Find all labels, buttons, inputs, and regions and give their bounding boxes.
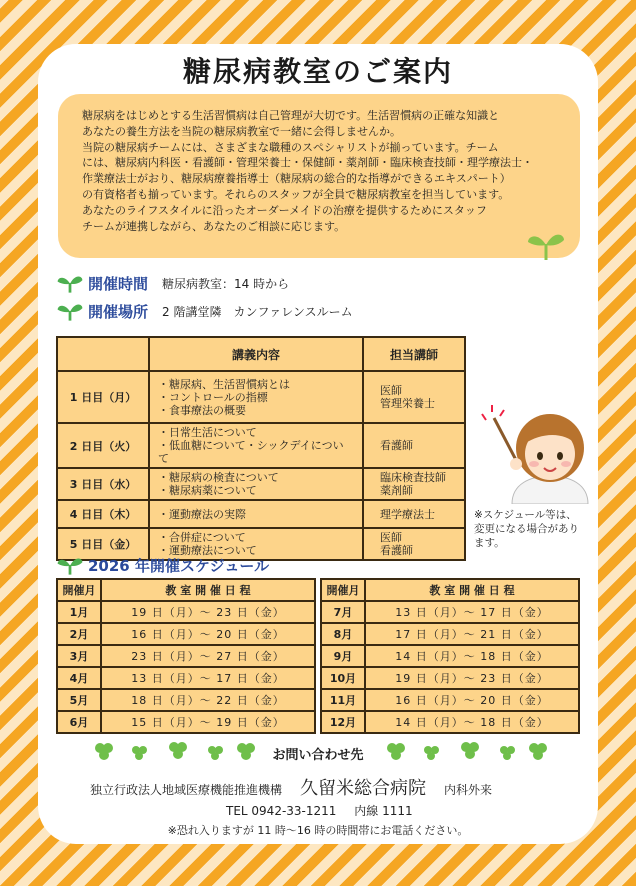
schedule-note xyxy=(474,508,604,550)
dates-cell: 14 日（月）～ 18 日（金） xyxy=(365,711,579,733)
note-line: ※スケジュール等は、 xyxy=(474,509,577,521)
dates-cell: 19 日（月）～ 23 日（金） xyxy=(101,601,315,623)
table-header: 開催月 xyxy=(57,579,101,601)
time-value: 糖尿病教室：14 時から xyxy=(162,276,290,291)
dates-cell: 13 日（月）～ 17 日（金） xyxy=(365,601,579,623)
time-row xyxy=(56,272,289,294)
dates-cell: 15 日（月）～ 19 日（金） xyxy=(101,711,315,733)
content-line: ・糖尿病、生活習慣病とは xyxy=(158,377,290,391)
table-row xyxy=(321,645,579,667)
table-row xyxy=(57,623,315,645)
content-line: ・運動療法の実際 xyxy=(158,507,246,521)
dates-cell: 23 日（月）～ 27 日（金） xyxy=(101,645,315,667)
table-row xyxy=(321,623,579,645)
dates-cell: 16 日（月）～ 20 日（金） xyxy=(101,623,315,645)
table-row xyxy=(321,689,579,711)
sprout-icon xyxy=(56,300,84,322)
intro-line: あなたのライフスタイルに沿ったオーダーメイドの治療を提供するためにスタッフ xyxy=(82,203,487,217)
dates-cell: 17 日（月）～ 21 日（金） xyxy=(365,623,579,645)
content-cell xyxy=(149,371,363,423)
table-row xyxy=(57,667,315,689)
dates-cell: 16 日（月）～ 20 日（金） xyxy=(365,689,579,711)
table-row xyxy=(57,500,465,528)
extension: 内線 1111 xyxy=(354,804,413,818)
intro-box xyxy=(58,94,580,258)
contact-heading: お問い合わせ先 xyxy=(272,748,364,763)
table-row xyxy=(57,645,315,667)
lecturer-cell xyxy=(363,468,465,500)
table-header: 担当講師 xyxy=(363,337,465,371)
schedule-table-right xyxy=(320,578,580,734)
time-label: 開催時間 xyxy=(88,274,149,293)
organization-name: 独立行政法人地域医療機能推進機構 xyxy=(90,783,283,797)
intro-line: あなたの養生方法を当院の糖尿病教室で一緒に会得しませんか。 xyxy=(82,124,401,138)
lecturer-line: 臨床検査技師 xyxy=(380,471,446,484)
month-cell: 3月 xyxy=(57,645,101,667)
organization-line xyxy=(90,774,492,800)
phone-line xyxy=(226,802,413,819)
content-line: ・糖尿病薬について xyxy=(158,484,257,497)
dates-cell: 19 日（月）～ 23 日（金） xyxy=(365,667,579,689)
month-cell: 4月 xyxy=(57,667,101,689)
lecturer-cell xyxy=(363,500,465,528)
schedule-title: 2026 年開催スケジュール xyxy=(88,556,270,575)
table-row xyxy=(57,711,315,733)
hospital-name: 久留米総合病院 xyxy=(300,778,427,799)
department-name: 内科外来 xyxy=(444,783,493,797)
day-cell: 2 日目（火） xyxy=(57,423,149,468)
lecturer-line: 看護師 xyxy=(380,439,413,452)
table-row xyxy=(57,468,465,500)
dates-cell: 13 日（月）～ 17 日（金） xyxy=(101,667,315,689)
intro-line: 糖尿病をはじめとする生活習慣病は自己管理が大切です。生活習慣病の正確な知識と xyxy=(82,109,500,122)
place-value: 2 階講堂隣 カンファレンスルーム xyxy=(162,304,353,319)
intro-line: チームが連携しながら、あなたのご相談に応じます。 xyxy=(82,219,346,233)
table-row xyxy=(57,689,315,711)
lecturer-line: 管理栄養士 xyxy=(380,397,435,410)
month-cell: 10月 xyxy=(321,667,365,689)
dates-cell: 14 日（月）～ 18 日（金） xyxy=(365,645,579,667)
table-header: 講義内容 xyxy=(149,337,363,371)
lecturer-cell xyxy=(363,423,465,468)
intro-line: の有資格者も揃っています。それらのスタッフが全員で糖尿病教室を担当しています。 xyxy=(82,187,510,201)
lecturer-line: 薬剤師 xyxy=(380,484,413,497)
lecture-table xyxy=(56,336,466,561)
call-hours-note: ※恐れ入りますが 11 時～16 時の時間帯にお電話ください。 xyxy=(167,824,469,837)
table-row xyxy=(321,601,579,623)
content-line: ・低血糖について・シックデイについて xyxy=(158,439,344,465)
page-title: 糖尿病教室のご案内 xyxy=(182,55,453,88)
dates-cell: 18 日（月）～ 22 日（金） xyxy=(101,689,315,711)
month-cell: 5月 xyxy=(57,689,101,711)
lecturer-line: 医師 xyxy=(380,531,402,544)
table-row xyxy=(57,601,315,623)
month-cell: 11月 xyxy=(321,689,365,711)
month-cell: 8月 xyxy=(321,623,365,645)
schedule-table-left xyxy=(56,578,316,734)
place-label: 開催場所 xyxy=(88,302,149,321)
schedule-title-row xyxy=(56,554,269,576)
lecturer-line: 医師 xyxy=(380,384,402,397)
content-line: ・合併症について xyxy=(158,531,246,544)
content-line: ・日常生活について xyxy=(158,426,257,439)
lecturer-cell xyxy=(363,371,465,423)
table-header: 教 室 開 催 日 程 xyxy=(101,579,315,601)
note-line: 変更になる場合があり xyxy=(474,523,579,535)
content-cell xyxy=(149,468,363,500)
table-header xyxy=(57,337,149,371)
sprout-icon xyxy=(56,554,84,576)
sprout-icon xyxy=(526,228,566,262)
table-row xyxy=(57,371,465,423)
note-line: ます。 xyxy=(474,537,505,549)
day-cell: 4 日目（木） xyxy=(57,500,149,528)
lecturer-cell xyxy=(363,528,465,560)
month-cell: 12月 xyxy=(321,711,365,733)
day-cell: 3 日目（水） xyxy=(57,468,149,500)
phone-number: TEL 0942-33-1211 xyxy=(226,804,337,818)
content-line: ・コントロールの指標 xyxy=(158,390,268,404)
month-cell: 2月 xyxy=(57,623,101,645)
table-row xyxy=(321,711,579,733)
table-row xyxy=(57,423,465,468)
table-row xyxy=(321,667,579,689)
day-cell: 5 日目（金） xyxy=(57,528,149,560)
content-line: ・運動療法について xyxy=(158,544,257,557)
month-cell: 7月 xyxy=(321,601,365,623)
lecturer-line: 看護師 xyxy=(380,544,413,557)
nurse-illustration xyxy=(472,400,592,504)
content-line: ・食事療法の概要 xyxy=(158,403,246,417)
sprout-icon xyxy=(56,272,84,294)
place-row xyxy=(56,300,353,322)
intro-line: には、糖尿病内科医・看護師・管理栄養士・保健師・薬剤師・臨床検査技師・理学療法士・ xyxy=(82,156,533,170)
clover-right-icon xyxy=(380,738,550,766)
table-header: 教 室 開 催 日 程 xyxy=(365,579,579,601)
content-line: ・糖尿病の検査について xyxy=(158,471,279,484)
month-cell: 1月 xyxy=(57,601,101,623)
content-cell xyxy=(149,423,363,468)
content-cell xyxy=(149,500,363,528)
lecturer-line: 理学療法士 xyxy=(380,507,435,521)
intro-line: 当院の糖尿病チームには、さまざまな職種のスペシャリストが揃っています。チーム xyxy=(82,140,499,154)
intro-line: 作業療法士がおり、糖尿病療養指導士（糖尿病の総合的な指導ができるエキスパート） xyxy=(82,172,511,186)
day-cell: 1 日目（月） xyxy=(57,371,149,423)
table-header: 開催月 xyxy=(321,579,365,601)
month-cell: 9月 xyxy=(321,645,365,667)
month-cell: 6月 xyxy=(57,711,101,733)
